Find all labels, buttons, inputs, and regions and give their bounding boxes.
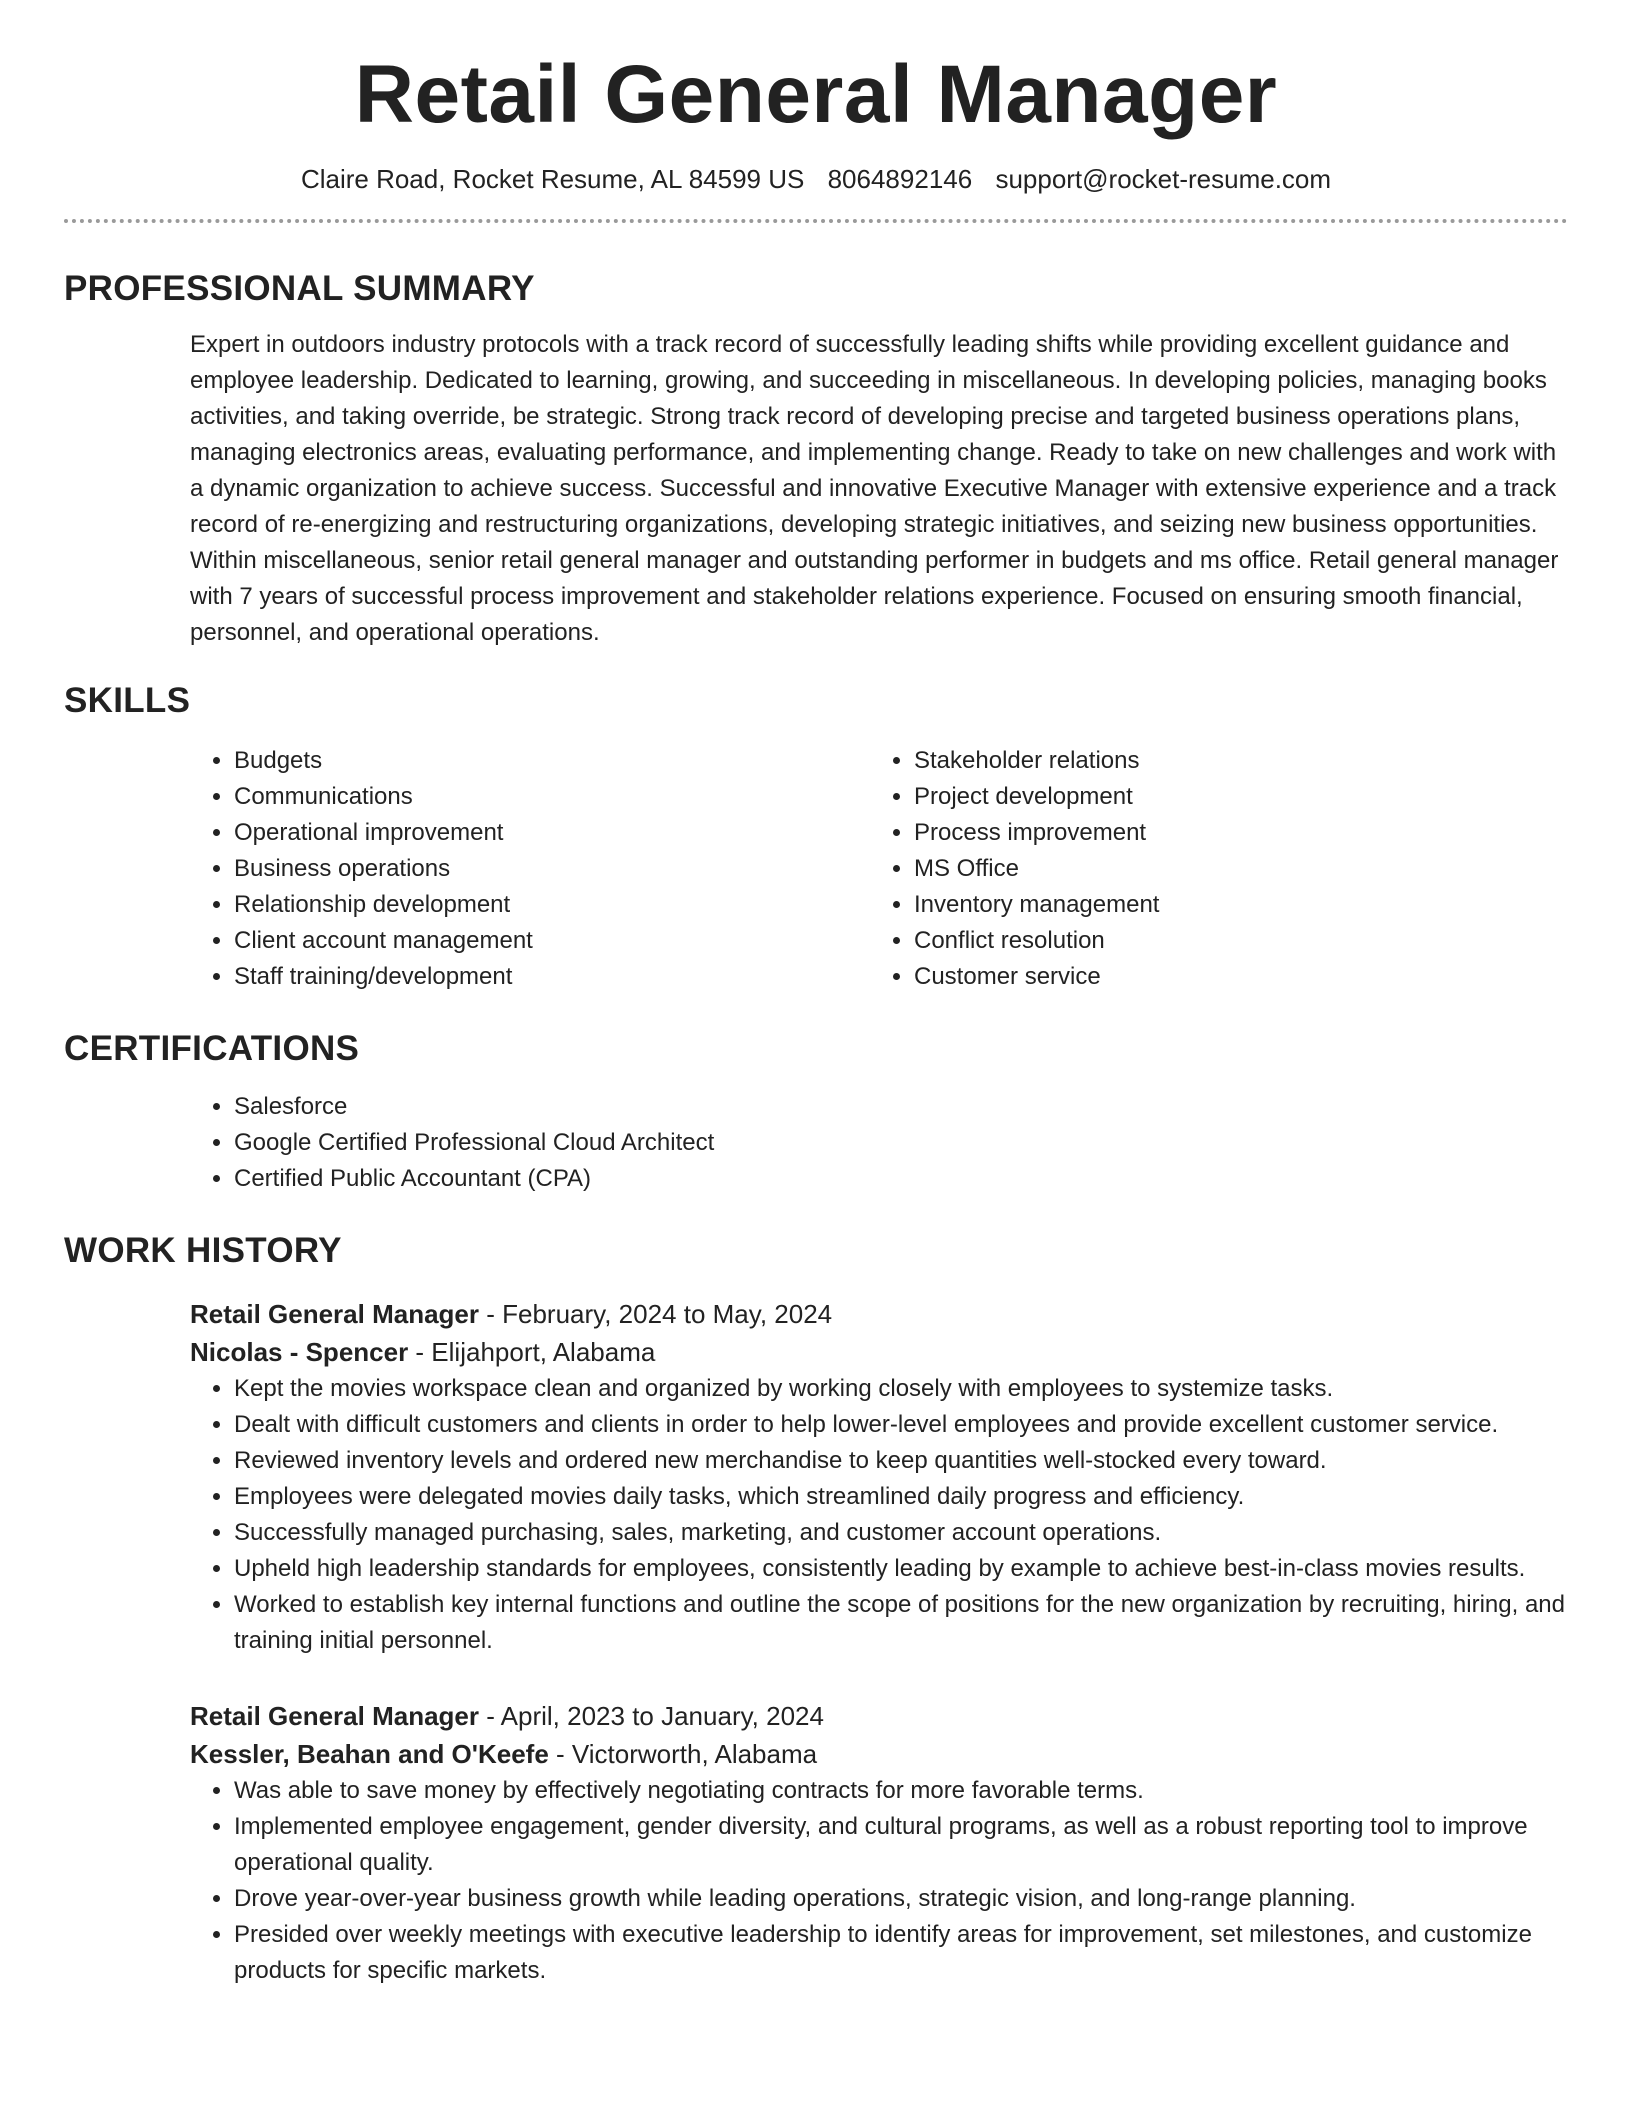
summary-text: Expert in outdoors industry protocols with a track record of successfully leading shifts while providing excellent guidance and employee leadership. Dedicated to learning, growing, and succeeding in miscellaneous. In developing policies, managing books activities, and taking override, be strategic. Strong track record of developing precise and targeted business operations plans, managing electronics areas, evaluating performance, and implementing change. Ready to take on new challenges and work with a dynamic organization to achieve success. Successful and innovative Executive Manager with extensive experience and a track record of re-energizing and restructuring organizations, developing strategic initiatives, and seizing new business opportunities. Within miscellaneous, senior retail general manager and outstanding performer in budgets and ms office. Retail general manager with 7 years of successful process improvement and stakeholder relations experience. Focused on ensuring smooth financial, personnel, and operational operations. (190, 331, 1559, 647)
summary-heading: PROFESSIONAL SUMMARY (64, 269, 535, 309)
skills-column-left (190, 743, 870, 995)
job-duty: • Was able to save money by effectively negotiating contracts for more favorable terms. (234, 1773, 1568, 1809)
job-duty: • Dealt with difficult customers and clients in order to help lower-level employees and provide excellent customer service. (234, 1407, 1568, 1443)
contact-address: Claire Road, Rocket Resume, AL 84599 US (300, 164, 805, 195)
job-location: - Elijahport, Alabama (408, 1337, 656, 1368)
summary-section (64, 269, 1568, 651)
job-duty: • Reviewed inventory levels and ordered new merchandise to keep quantities well-stocked every toward. (234, 1443, 1568, 1479)
certifications-list (190, 1089, 1568, 1197)
job-company-line (190, 1333, 1568, 1371)
skills-grid (190, 743, 1568, 995)
skill-item: • Operational improvement (234, 815, 870, 851)
work-history-section (64, 1231, 1568, 1989)
skills-column-right (870, 743, 1550, 995)
job-title-line (190, 1697, 1568, 1735)
contact-phone: 8064892146 (827, 164, 973, 195)
skill-item: • Customer service (914, 959, 1550, 995)
skills-section (64, 681, 1568, 995)
certification-item: • Google Certified Professional Cloud Architect (234, 1125, 1568, 1161)
work-history-heading: WORK HISTORY (64, 1231, 342, 1271)
skill-item: • Conflict resolution (914, 923, 1550, 959)
skills-list-right (870, 743, 1550, 995)
skill-item: • Stakeholder relations (914, 743, 1550, 779)
job-duties-list (190, 1773, 1568, 1989)
job-company: Kessler, Beahan and O'Keefe (190, 1739, 549, 1770)
certifications-heading: CERTIFICATIONS (64, 1029, 360, 1069)
contact-email: support@rocket-resume.com (995, 164, 1332, 195)
skill-item: • Communications (234, 779, 870, 815)
skills-heading: SKILLS (64, 681, 191, 721)
job-duty: • Implemented employee engagement, gender diversity, and cultural programs, as well as a robust reporting tool to improve operational quality. (234, 1809, 1568, 1881)
header-divider (64, 219, 1568, 223)
job-company: Nicolas - Spencer (190, 1337, 409, 1368)
job-duty: • Employees were delegated movies daily tasks, which streamlined daily progress and efficiency. (234, 1479, 1568, 1515)
contact-line (64, 164, 1568, 195)
skills-list-left (190, 743, 870, 995)
certifications-block (190, 1089, 1568, 1197)
certification-item: • Salesforce (234, 1089, 1568, 1125)
job-title-line (190, 1295, 1568, 1333)
skill-item: • Client account management (234, 923, 870, 959)
certifications-section (64, 1029, 1568, 1197)
job-role: Retail General Manager (190, 1701, 479, 1732)
job-entry (190, 1295, 1568, 1659)
skill-item: • Relationship development (234, 887, 870, 923)
job-duty: • Drove year-over-year business growth while leading operations, strategic vision, and long-range planning. (234, 1881, 1568, 1917)
job-dates: - February, 2024 to May, 2024 (479, 1299, 833, 1330)
skill-item: • MS Office (914, 851, 1550, 887)
job-duties-list (190, 1371, 1568, 1659)
job-duty: • Upheld high leadership standards for employees, consistently leading by example to achieve best-in-class movies results. (234, 1551, 1568, 1587)
job-duty: • Successfully managed purchasing, sales, marketing, and customer account operations. (234, 1515, 1568, 1551)
skill-item: • Project development (914, 779, 1550, 815)
job-duty: • Presided over weekly meetings with executive leadership to identify areas for improvement, set milestones, and customize products for specific markets. (234, 1917, 1568, 1989)
job-entry (190, 1697, 1568, 1989)
resume-title: Retail General Manager (354, 49, 1278, 140)
skill-item: • Business operations (234, 851, 870, 887)
job-company-line (190, 1735, 1568, 1773)
job-dates: - April, 2023 to January, 2024 (479, 1701, 824, 1732)
skill-item: • Budgets (234, 743, 870, 779)
job-duty: • Worked to establish key internal functions and outline the scope of positions for the new organization by recruiting, hiring, and training initial personnel. (234, 1587, 1568, 1659)
skill-item: • Staff training/development (234, 959, 870, 995)
certification-item: • Certified Public Accountant (CPA) (234, 1161, 1568, 1197)
job-location: - Victorworth, Alabama (548, 1739, 818, 1770)
job-duty: • Kept the movies workspace clean and organized by working closely with employees to systemize tasks. (234, 1371, 1568, 1407)
job-role: Retail General Manager (190, 1299, 479, 1330)
skill-item: • Process improvement (914, 815, 1550, 851)
skill-item: • Inventory management (914, 887, 1550, 923)
